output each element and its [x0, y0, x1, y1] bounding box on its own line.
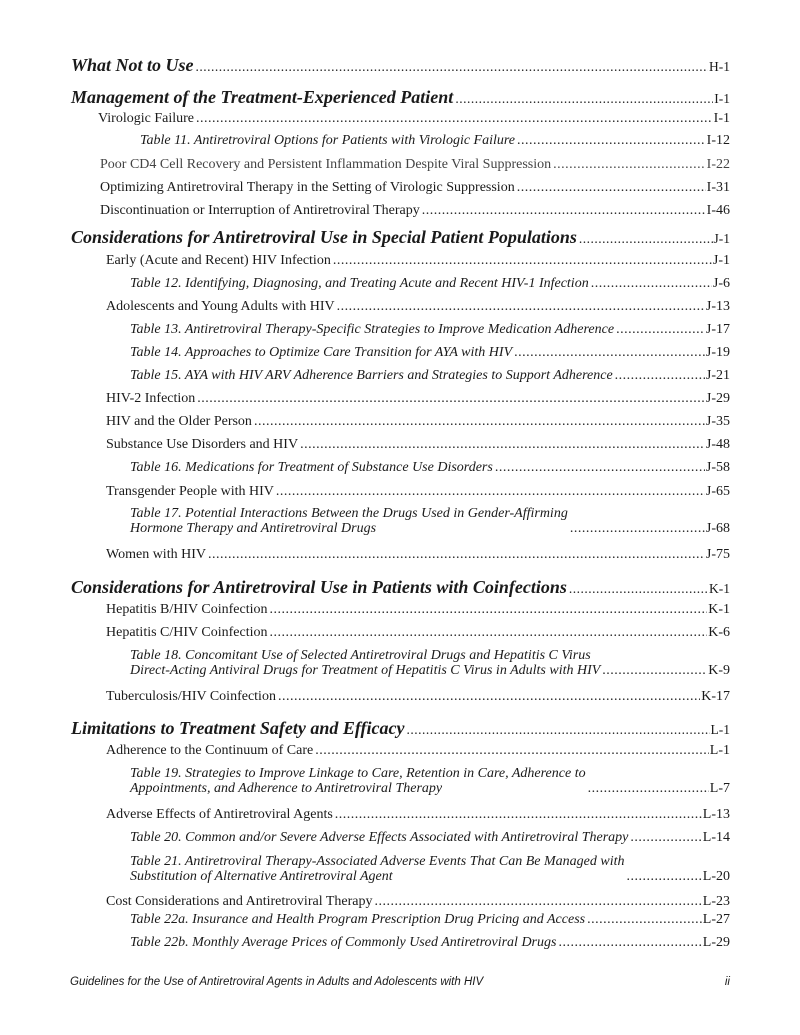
toc-page-number: J-48: [705, 437, 730, 452]
toc-page-number: K-1: [709, 581, 730, 596]
toc-page-number: L-13: [702, 807, 730, 822]
toc-table-entry[interactable]: [130, 766, 730, 797]
toc-entry-title: Table 15. AYA with HIV ARV Adherence Barriers and Strategies to Support Adherence: [130, 368, 613, 383]
toc-table-entry[interactable]: [130, 276, 730, 291]
toc-entry-title: Adherence to the Continuum of Care: [106, 743, 314, 758]
toc-table-entry[interactable]: [130, 648, 730, 679]
toc-table-entry[interactable]: [130, 460, 730, 475]
dot-leader: [570, 521, 705, 536]
dot-leader: [337, 299, 705, 314]
toc-entry-title: Women with HIV: [106, 547, 206, 562]
toc-entry-title: Optimizing Antiretroviral Therapy in the Setting of Virologic Suppression: [100, 180, 515, 195]
toc-page-number: K-9: [708, 663, 730, 679]
toc-subsection-entry[interactable]: [106, 253, 730, 268]
dot-leader: [588, 781, 709, 796]
toc-entry-title: Table 11. Antiretroviral Options for Patients with Virologic Failure: [140, 133, 516, 148]
toc-page-number: I-22: [706, 157, 730, 172]
dot-leader: [569, 582, 708, 597]
toc-page-number: I-12: [706, 133, 730, 148]
toc-page-number: L-23: [702, 894, 730, 909]
dot-leader: [591, 276, 712, 291]
toc-page-number: J-19: [705, 345, 730, 360]
dot-leader: [602, 663, 707, 678]
toc-entry-title: [130, 766, 586, 797]
footer-page-number: ii: [724, 976, 730, 988]
toc-entry-title: HIV-2 Infection: [106, 391, 196, 406]
dot-leader: [270, 625, 708, 640]
toc-table-entry[interactable]: [130, 830, 730, 845]
toc-page-number: J-68: [705, 521, 730, 537]
toc-entry-title-line-2: Direct-Acting Antiviral Drugs for Treatment of Hepatitis C Virus in Adults with HIV: [130, 663, 601, 679]
dot-leader: [197, 391, 705, 406]
dot-leader: [333, 253, 712, 268]
toc-entry-title-line-1: Table 21. Antiretroviral Therapy-Associated Adverse Events That Can Be Managed with: [130, 854, 625, 869]
toc-entry-title: Table 12. Identifying, Diagnosing, and Treating Acute and Recent HIV-1 Infection: [130, 276, 589, 291]
toc-subsection-entry[interactable]: [106, 391, 730, 406]
toc-entry-title: Poor CD4 Cell Recovery and Persistent Inflammation Despite Viral Suppression: [100, 157, 552, 172]
toc-entry-title: Discontinuation or Interruption of Antiretroviral Therapy: [100, 203, 420, 218]
toc-entry-title: Considerations for Antiretroviral Use in Special Patient Populations: [71, 227, 577, 247]
dot-leader: [558, 935, 701, 950]
toc-subsection-entry[interactable]: [106, 625, 730, 640]
toc-subsection-entry[interactable]: [100, 157, 730, 172]
toc-entry-title: Table 13. Antiretroviral Therapy-Specific Strategies to Improve Medication Adherence: [130, 322, 615, 337]
toc-page-number: L-14: [702, 830, 730, 845]
toc-entry-title-line-1: Table 19. Strategies to Improve Linkage to Care, Retention in Care, Adherence to: [130, 766, 586, 781]
toc-entry-title: Table 22b. Monthly Average Prices of Commonly Used Antiretroviral Drugs: [130, 935, 557, 950]
dot-leader: [335, 807, 702, 822]
dot-leader: [270, 602, 708, 617]
toc-entry-title: [130, 648, 600, 679]
dot-leader: [495, 460, 705, 475]
toc-entry-title-line-1: Table 17. Potential Interactions Between the Drugs Used in Gender-Affirming: [130, 506, 568, 521]
dot-leader: [196, 111, 713, 126]
toc-subsection-entry[interactable]: [106, 437, 730, 452]
page-footer: [70, 976, 730, 988]
toc-subsection-entry[interactable]: [100, 203, 730, 218]
toc-table-entry[interactable]: [130, 854, 730, 885]
toc-entry-title: Early (Acute and Recent) HIV Infection: [106, 253, 331, 268]
toc-page-number: K-17: [701, 689, 730, 704]
toc-entry-title-line-2: Hormone Therapy and Antiretroviral Drugs: [130, 521, 377, 537]
toc-subsection-entry[interactable]: [98, 111, 730, 126]
toc-entry-title: Considerations for Antiretroviral Use in Patients with Coinfections: [71, 577, 567, 597]
toc-subsection-entry[interactable]: [106, 894, 730, 909]
toc-page-number: J-29: [705, 391, 730, 406]
toc-page-number: K-6: [708, 625, 730, 640]
toc-page-number: L-29: [702, 935, 730, 950]
toc-entry-title: Transgender People with HIV: [106, 484, 274, 499]
toc-entry-title: [130, 854, 625, 885]
toc-entry-title: Table 14. Approaches to Optimize Care Transition for AYA with HIV: [130, 345, 513, 360]
toc-section-heading[interactable]: [71, 578, 730, 598]
toc-section-heading[interactable]: [71, 88, 730, 108]
toc-subsection-entry[interactable]: [106, 689, 730, 704]
dot-leader: [254, 414, 705, 429]
dot-leader: [278, 689, 700, 704]
toc-table-entry[interactable]: [130, 345, 730, 360]
toc-page-number: H-1: [709, 59, 730, 74]
toc-entry-title-line-1: Table 18. Concomitant Use of Selected Antiretroviral Drugs and Hepatitis C Virus: [130, 648, 591, 663]
toc-page-number: L-20: [702, 869, 730, 885]
toc-page-number: J-13: [705, 299, 730, 314]
toc-subsection-entry[interactable]: [106, 484, 730, 499]
toc-page-number: J-58: [705, 460, 730, 475]
toc-table-entry[interactable]: [130, 506, 730, 537]
toc-table-entry[interactable]: [130, 322, 730, 337]
toc-section-heading[interactable]: [71, 56, 730, 76]
dot-leader: [300, 437, 705, 452]
toc-entry-title: Table 20. Common and/or Severe Adverse Effects Associated with Antiretroviral Therapy: [130, 830, 629, 845]
toc-entry-title: What Not to Use: [71, 55, 194, 75]
toc-subsection-entry[interactable]: [106, 414, 730, 429]
toc-entry-title: [130, 506, 568, 537]
dot-leader: [630, 830, 701, 845]
toc-subsection-entry[interactable]: [106, 602, 730, 617]
toc-table-entry[interactable]: [130, 368, 730, 383]
dot-leader: [616, 322, 705, 337]
toc-entry-title: Hepatitis C/HIV Coinfection: [106, 625, 268, 640]
dot-leader: [553, 157, 706, 172]
toc-entry-title: Limitations to Treatment Safety and Efficacy: [71, 718, 405, 738]
dot-leader: [455, 92, 713, 107]
toc-page-number: I-1: [714, 91, 730, 106]
dot-leader: [374, 894, 701, 909]
toc-section-heading[interactable]: [71, 719, 730, 739]
toc-entry-title-line-2: Appointments, and Adherence to Antiretroviral Therapy: [130, 781, 443, 797]
toc-page-number: I-46: [706, 203, 730, 218]
dot-leader: [196, 60, 708, 75]
toc-page-number: L-27: [702, 912, 730, 927]
toc-page-number: J-21: [705, 368, 730, 383]
toc-subsection-entry[interactable]: [106, 743, 730, 758]
dot-leader: [514, 345, 705, 360]
dot-leader: [615, 368, 705, 383]
toc-entry-title: Hepatitis B/HIV Coinfection: [106, 602, 268, 617]
dot-leader: [517, 133, 706, 148]
dot-leader: [276, 484, 705, 499]
toc-page-number: I-1: [713, 111, 730, 126]
toc-subsection-entry[interactable]: [100, 180, 730, 195]
toc-entry-title: Adolescents and Young Adults with HIV: [106, 299, 335, 314]
toc-entry-title: Table 22a. Insurance and Health Program Prescription Drug Pricing and Access: [130, 912, 586, 927]
toc-page-number: J-1: [712, 253, 730, 268]
toc-entry-title: Cost Considerations and Antiretroviral Therapy: [106, 894, 373, 909]
toc-entry-title: Substance Use Disorders and HIV: [106, 437, 299, 452]
toc-table-entry[interactable]: [130, 912, 730, 927]
dot-leader: [627, 869, 702, 884]
toc-page-number: L-7: [709, 781, 730, 797]
toc-entry-title: Virologic Failure: [98, 111, 194, 126]
toc-page-number: J-6: [712, 276, 730, 291]
toc-page-number: J-17: [705, 322, 730, 337]
toc-subsection-entry[interactable]: [106, 547, 730, 562]
footer-title: Guidelines for the Use of Antiretroviral Agents in Adults and Adolescents with HIV: [70, 976, 484, 988]
toc-table-entry[interactable]: [130, 935, 730, 950]
dot-leader: [208, 547, 705, 562]
toc-entry-title: Table 16. Medications for Treatment of Substance Use Disorders: [130, 460, 493, 475]
toc-table-entry[interactable]: [140, 133, 730, 148]
toc-page-number: K-1: [708, 602, 730, 617]
toc-page-number: J-65: [705, 484, 730, 499]
dot-leader: [422, 203, 706, 218]
toc-section-heading[interactable]: [71, 228, 730, 248]
dot-leader: [406, 723, 709, 738]
toc-page-number: L-1: [710, 722, 730, 737]
dot-leader: [315, 743, 709, 758]
toc-entry-title: Tuberculosis/HIV Coinfection: [106, 689, 276, 704]
toc-page-number: J-75: [705, 547, 730, 562]
toc-entry-title: Adverse Effects of Antiretroviral Agents: [106, 807, 333, 822]
toc-entry-title-line-2: Substitution of Alternative Antiretroviral Agent: [130, 869, 393, 885]
dot-leader: [587, 912, 702, 927]
dot-leader: [579, 232, 713, 247]
toc-page-number: J-1: [713, 231, 730, 246]
toc-page-number: J-35: [705, 414, 730, 429]
toc-page-number: I-31: [706, 180, 730, 195]
toc-entry-title: Management of the Treatment-Experienced Patient: [71, 87, 454, 107]
toc-subsection-entry[interactable]: [106, 299, 730, 314]
toc-entry-title: HIV and the Older Person: [106, 414, 252, 429]
toc-subsection-entry[interactable]: [106, 807, 730, 822]
toc-page-number: L-1: [709, 743, 730, 758]
dot-leader: [517, 180, 706, 195]
